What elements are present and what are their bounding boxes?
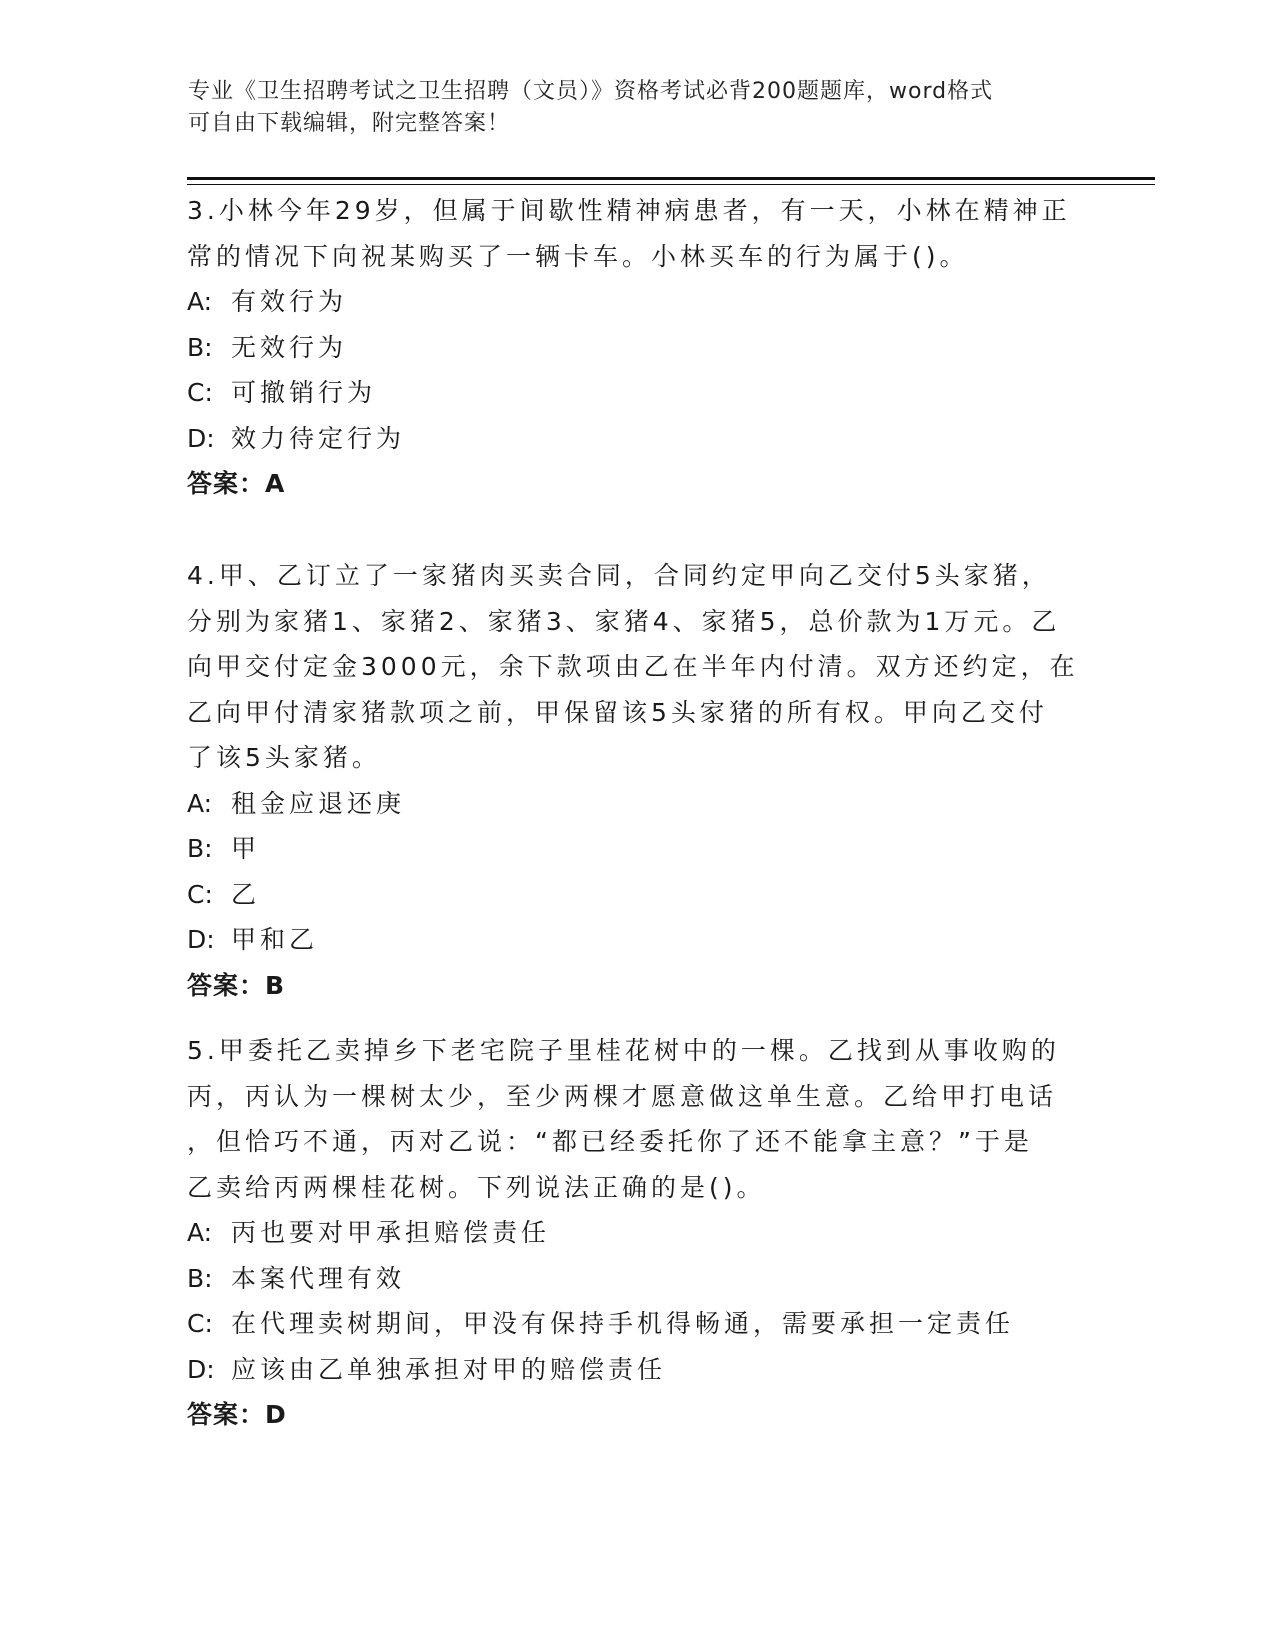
option-b bbox=[187, 1256, 1087, 1302]
option-letter: D: bbox=[187, 925, 215, 954]
question-5 bbox=[187, 1028, 1087, 1438]
option-a bbox=[187, 1210, 1087, 1256]
option-text: 甲 bbox=[231, 834, 261, 863]
option-d bbox=[187, 416, 1087, 462]
question-stem-line: ，但恰巧不通，丙对乙说：“都已经委托你了还不能拿主意？”于是 bbox=[187, 1127, 1033, 1156]
option-letter: C: bbox=[187, 1309, 213, 1338]
question-stem-line: 分别为家猪1、家猪2、家猪3、家猪4、家猪5，总价款为1万元。乙 bbox=[187, 606, 1061, 636]
option-letter: A: bbox=[187, 788, 213, 818]
question-stem-line: 常的情况下向祝某购买了一辆卡车。小林买车的行为属于()。 bbox=[187, 241, 969, 271]
option-letter: B: bbox=[187, 1263, 213, 1293]
option-letter: C: bbox=[187, 378, 213, 407]
option-text: 效力待定行为 bbox=[231, 423, 406, 453]
option-text: 丙也要对甲承担赔偿责任 bbox=[231, 1218, 551, 1247]
option-a bbox=[187, 781, 1087, 827]
question-stem-line: 3.小林今年29岁，但属于间歇性精神病患者，有一天，小林在精神正 bbox=[187, 196, 1071, 225]
header-line-2: 可自由下载编辑，附完整答案！ bbox=[188, 111, 511, 136]
answer-line: 答案：B bbox=[187, 970, 286, 1000]
option-text: 可撤销行为 bbox=[231, 378, 377, 407]
option-b bbox=[187, 826, 1087, 872]
option-c bbox=[187, 1301, 1087, 1347]
option-text: 本案代理有效 bbox=[231, 1263, 406, 1293]
option-letter: B: bbox=[187, 332, 213, 362]
header-line-1: 专业《卫生招聘考试之卫生招聘（文员）》资格考试必背200题题库，word格式 bbox=[188, 79, 994, 104]
answer-line: 答案：A bbox=[187, 469, 286, 498]
question-stem-line: 了该5头家猪。 bbox=[187, 743, 381, 772]
question-stem-line: 向甲交付定金3000元，余下款项由乙在半年内付清。双方还约定，在 bbox=[187, 652, 1079, 681]
option-text: 在代理卖树期间，甲没有保持手机得畅通，需要承担一定责任 bbox=[231, 1309, 1015, 1338]
option-d bbox=[187, 1347, 1087, 1393]
option-letter: D: bbox=[187, 1354, 215, 1384]
question-3 bbox=[187, 188, 1087, 507]
question-stem-line: 乙向甲付清家猪款项之前，甲保留该5头家猪的所有权。甲向乙交付 bbox=[187, 697, 1048, 727]
header-divider-thin bbox=[187, 184, 1155, 185]
question-4 bbox=[187, 553, 1087, 1008]
option-text: 应该由乙单独承担对甲的赔偿责任 bbox=[231, 1354, 667, 1384]
option-text: 甲和乙 bbox=[231, 925, 319, 954]
option-letter: A: bbox=[187, 1218, 213, 1247]
option-c bbox=[187, 370, 1087, 416]
option-text: 无效行为 bbox=[231, 332, 348, 362]
question-stem-line: 乙卖给丙两棵桂花树。下列说法正确的是()。 bbox=[187, 1172, 766, 1202]
option-letter: B: bbox=[187, 834, 213, 863]
option-letter: D: bbox=[187, 423, 215, 453]
option-a bbox=[187, 279, 1087, 325]
option-text: 租金应退还庚 bbox=[231, 788, 406, 818]
question-stem-line: 4.甲、乙订立了一家猪肉买卖合同，合同约定甲向乙交付5头家猪， bbox=[187, 561, 1051, 590]
option-letter: A: bbox=[187, 287, 213, 316]
option-c bbox=[187, 872, 1087, 918]
option-text: 乙 bbox=[231, 879, 261, 909]
header-divider-thick bbox=[187, 177, 1155, 180]
answer-line: 答案：D bbox=[187, 1400, 287, 1429]
question-stem-line: 丙，丙认为一棵树太少，至少两棵才愿意做这单生意。乙给甲打电话 bbox=[187, 1081, 1058, 1111]
option-d bbox=[187, 917, 1087, 963]
option-text: 有效行为 bbox=[231, 287, 348, 316]
question-stem-line: 5.甲委托乙卖掉乡下老宅院子里桂花树中的一棵。乙找到从事收购的 bbox=[187, 1036, 1060, 1065]
option-b bbox=[187, 325, 1087, 371]
document-header bbox=[188, 76, 1088, 140]
option-letter: C: bbox=[187, 879, 213, 909]
